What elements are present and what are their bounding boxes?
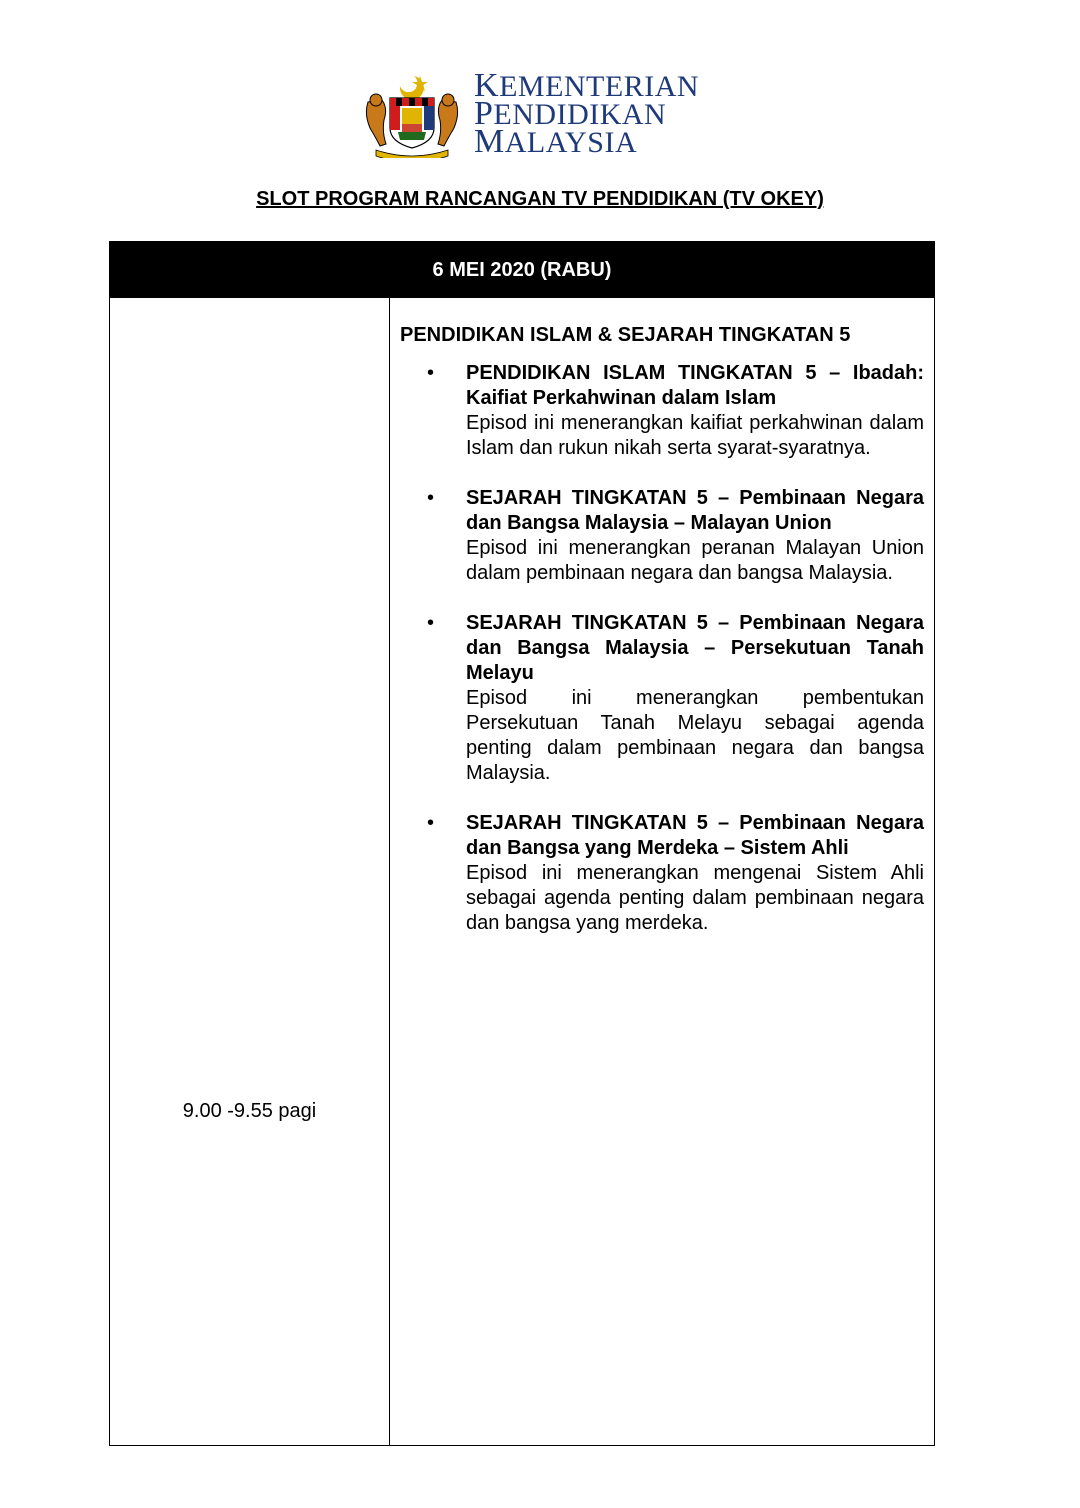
episode-item	[400, 811, 924, 936]
logo-line-1: KEMENTERIAN	[474, 67, 700, 104]
episode-title: SEJARAH TINGKATAN 5 – Pembinaan Negara dan Bangsa yang Merdeka – Sistem Ahli	[466, 812, 924, 859]
subject-title: PENDIDIKAN ISLAM & SEJARAH TINGKATAN 5	[400, 324, 851, 346]
schedule-table	[109, 241, 935, 1446]
episode-description: Episod ini menerangkan pembentukan Persekutuan Tanah Melayu sebagai agenda penting dalam pembinaan negara dan bangsa Malaysia.	[466, 687, 924, 784]
episode-description: Episod ini menerangkan kaifiat perkahwinan dalam Islam dan rukun nikah serta syarat-syaratnya.	[466, 412, 924, 459]
episode-title: SEJARAH TINGKATAN 5 – Pembinaan Negara dan Bangsa Malaysia – Persekutuan Tanah Melayu	[466, 612, 924, 684]
program-content	[400, 324, 924, 961]
logo-line-2: PENDIDIKAN	[474, 95, 667, 132]
episode-item	[400, 361, 924, 461]
episode-list	[400, 361, 924, 936]
bullet-icon: •	[427, 612, 435, 634]
logo-line-1-rest: EMENTERIAN	[499, 70, 700, 103]
date-header: 6 MEI 2020 (RABU)	[110, 242, 934, 298]
logo-line-3-rest: ALAYSIA	[504, 126, 638, 159]
bullet-icon: •	[427, 362, 435, 384]
bullet-icon: •	[427, 812, 435, 834]
episode-title: PENDIDIKAN ISLAM TINGKATAN 5 – Ibadah: Kaifiat Perkahwinan dalam Islam	[466, 362, 924, 409]
episode-item	[400, 611, 924, 786]
column-divider	[389, 298, 390, 1445]
time-slot: 9.00 -9.55 pagi	[182, 1100, 317, 1122]
episode-item	[400, 486, 924, 586]
logo-line-2-rest: ENDIDIKAN	[493, 98, 667, 131]
logo-line-3: MALAYSIA	[474, 123, 638, 160]
ministry-header	[362, 67, 742, 162]
ministry-name	[474, 67, 700, 160]
episode-description: Episod ini menerangkan peranan Malayan Union dalam pembinaan negara dan bangsa Malaysia.	[466, 537, 924, 584]
document-title: SLOT PROGRAM RANCANGAN TV PENDIDIKAN (TV OKEY)	[256, 188, 824, 210]
bullet-icon: •	[427, 487, 435, 509]
coat-of-arms-icon	[362, 72, 462, 158]
episode-title: SEJARAH TINGKATAN 5 – Pembinaan Negara dan Bangsa Malaysia – Malayan Union	[466, 487, 924, 534]
episode-description: Episod ini menerangkan mengenai Sistem Ahli sebagai agenda penting dalam pembinaan negara dan bangsa yang merdeka.	[466, 862, 924, 934]
